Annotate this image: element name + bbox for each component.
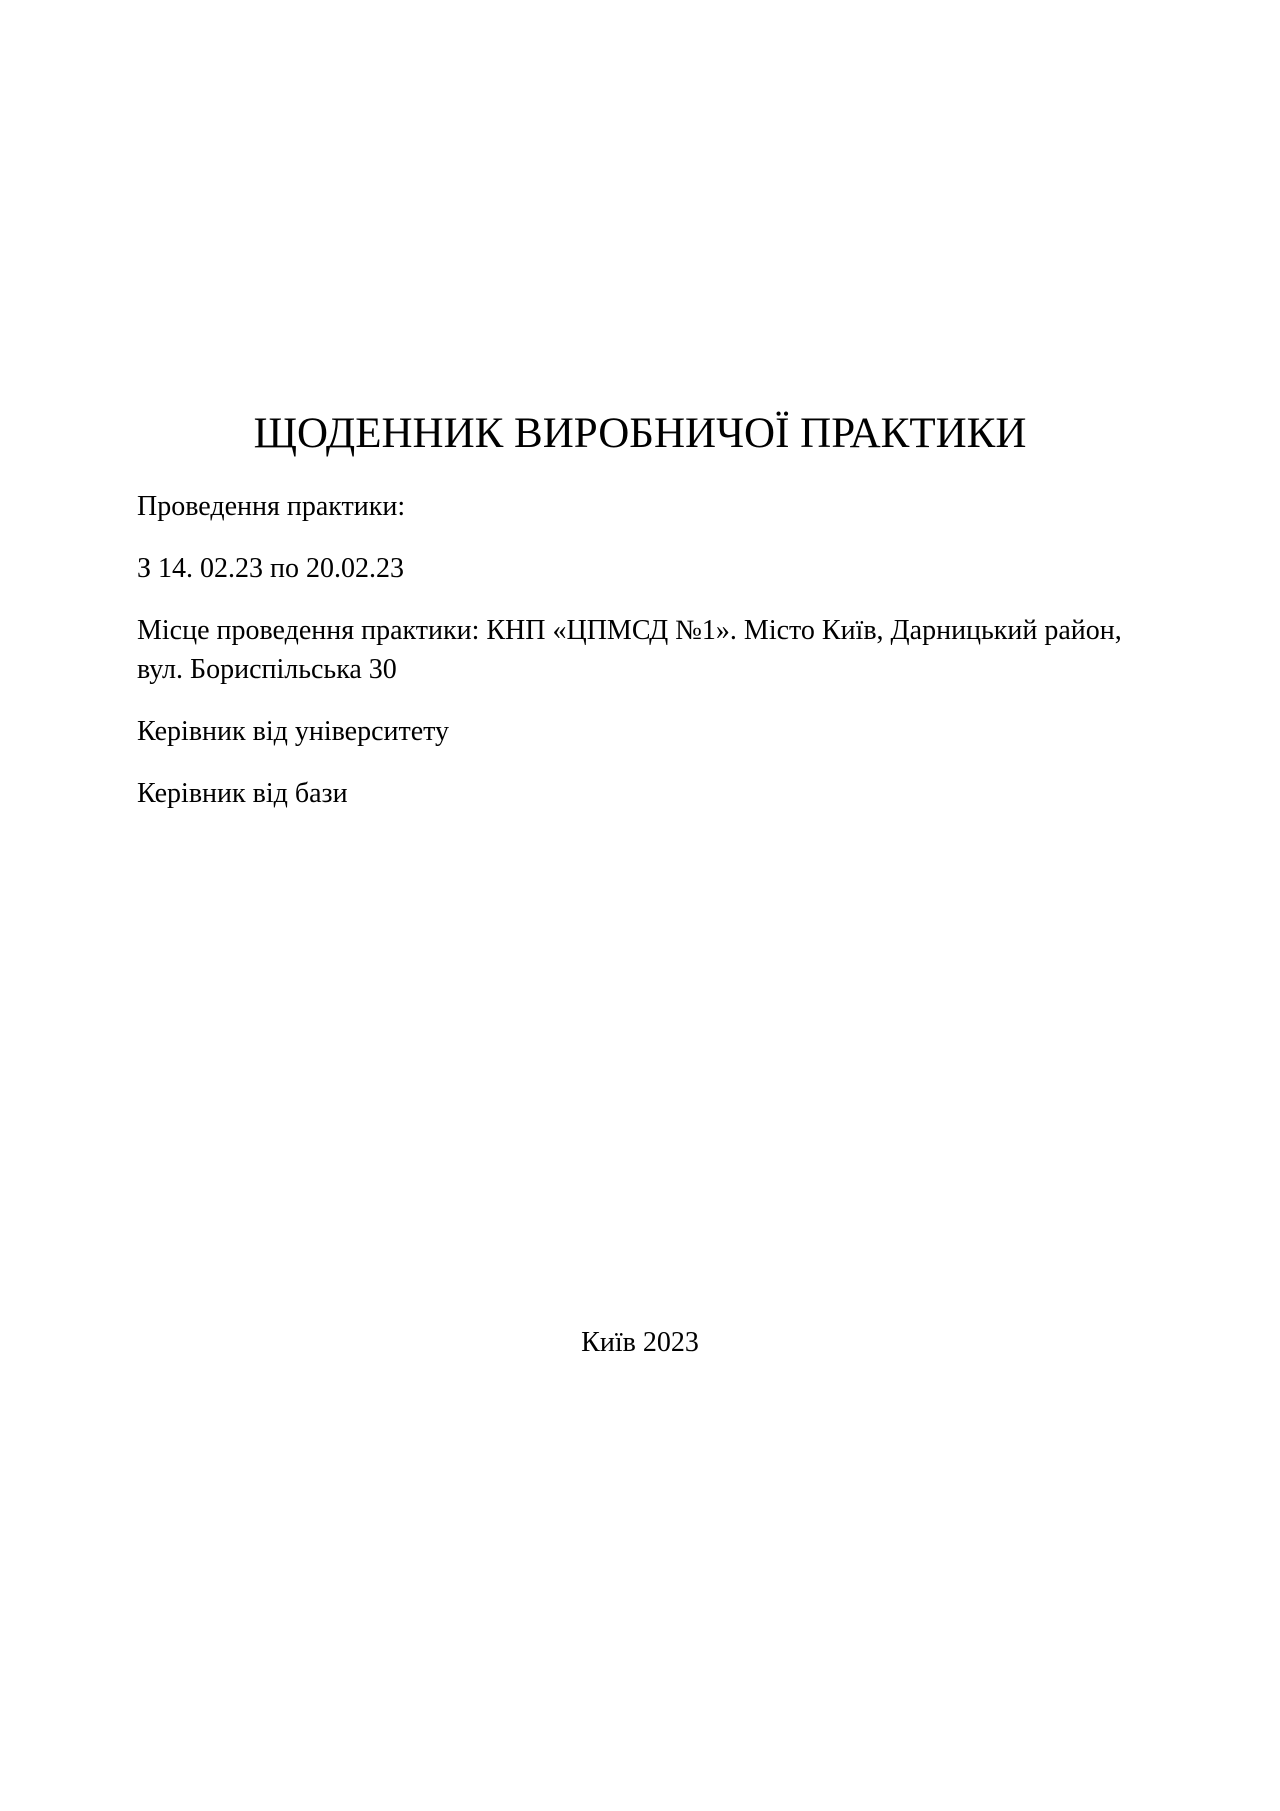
document-body [137, 487, 1147, 836]
practice-place: Місце проведення практики: КНП «ЦПМСД №1». Місто Київ, Дарницький район, вул. Бориспільська 30 [137, 615, 1122, 685]
practice-heading: Проведення практики: [137, 491, 406, 522]
base-supervisor: Керівник від бази [137, 778, 348, 809]
practice-dates: З 14. 02.23 по 20.02.23 [137, 553, 405, 584]
city-year: Київ 2023 [581, 1327, 699, 1358]
university-supervisor: Керівник від університету [137, 716, 450, 747]
document-title: ЩОДЕННИК ВИРОБНИЧОЇ ПРАКТИКИ [253, 410, 1027, 457]
